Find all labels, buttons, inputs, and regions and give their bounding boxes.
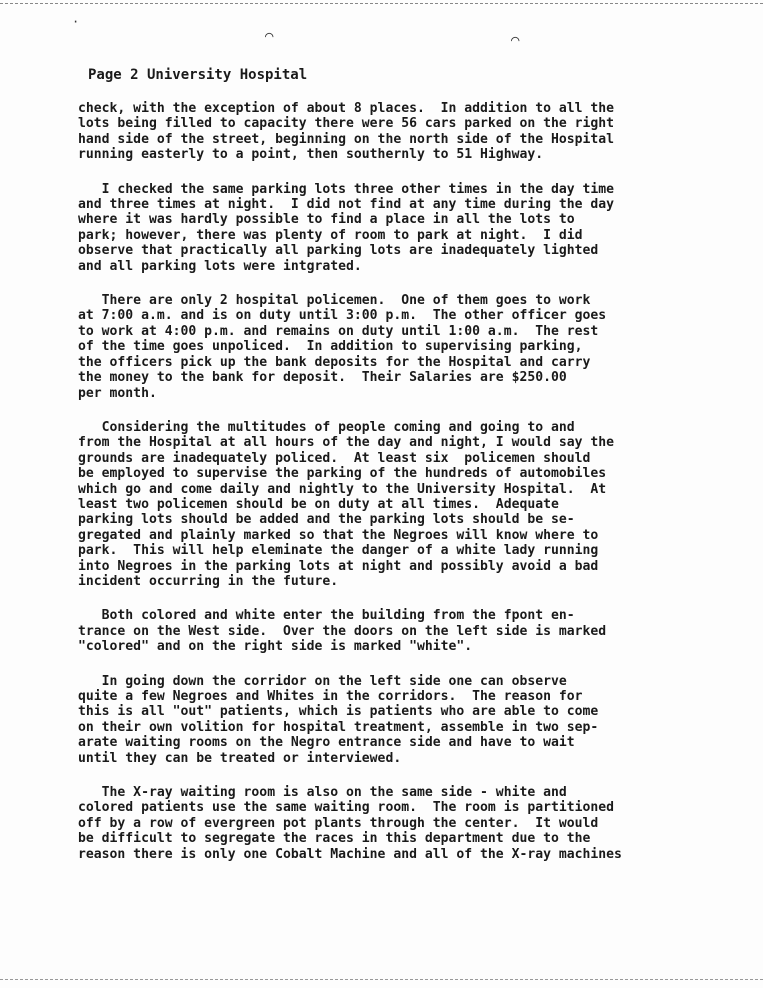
text-line: per month. <box>78 385 157 401</box>
paragraph <box>78 293 710 401</box>
text-line: running easterly to a point, then southernly to 51 Highway. <box>78 147 544 163</box>
scan-speck: ⌒ <box>265 28 274 44</box>
text-line: colored patients use the same waiting room. The room is partitioned <box>78 800 615 816</box>
text-line: which go and come daily and nightly to the University Hospital. At <box>78 481 607 497</box>
text-line: the money to the bank for deposit. Their Salaries are $250.00 <box>78 370 567 386</box>
text-line: In going down the corridor on the left side one can observe <box>78 673 567 689</box>
text-line: on their own volition for hospital treatment, assemble in two sep- <box>78 719 599 735</box>
paragraph <box>78 101 710 163</box>
text-line: from the Hospital at all hours of the day and night, I would say the <box>78 435 615 451</box>
text-line: incident occurring in the future. <box>78 573 339 589</box>
text-line: reason there is only one Cobalt Machine and all of the X-ray machines <box>78 846 622 862</box>
paragraph <box>78 674 710 766</box>
text-line: into Negroes in the parking lots at night and possibly avoid a bad <box>78 558 599 574</box>
text-line: "colored" and on the right side is marked "white". <box>78 639 473 655</box>
text-line: be difficult to segregate the races in this department due to the <box>78 831 591 847</box>
text-line: park; however, there was plenty of room to park at night. I did <box>78 227 583 243</box>
paragraph <box>78 420 710 589</box>
text-line: observe that practically all parking lots are inadequately lighted <box>78 243 599 259</box>
text-line: until they can be treated or interviewed. <box>78 750 402 766</box>
text-line: and three times at night. I did not find at any time during the day <box>78 197 615 213</box>
scan-speck: ⌒ <box>511 32 520 48</box>
bottom-edge-rule <box>0 979 763 980</box>
text-line: and all parking lots were intgrated. <box>78 258 362 274</box>
text-line: gregated and plainly marked so that the Negroes will know where to <box>78 527 599 543</box>
text-line: arate waiting rooms on the Negro entrance side and have to wait <box>78 735 575 751</box>
top-edge-rule <box>0 3 763 4</box>
text-line: The X-ray waiting room is also on the same side - white and <box>78 785 567 801</box>
paragraph <box>78 608 710 654</box>
paragraph <box>78 785 710 862</box>
text-line: There are only 2 hospital policemen. One of them goes to work <box>78 293 591 309</box>
text-line: hand side of the street, beginning on the north side of the Hospital <box>78 131 615 147</box>
text-line: parking lots should be added and the parking lots should be se- <box>78 512 575 528</box>
text-line: check, with the exception of about 8 places. In addition to all the <box>78 101 615 116</box>
page-header: Page 2 University Hospital <box>88 67 308 83</box>
text-line: off by a row of evergreen pot plants through the center. It would <box>78 815 599 831</box>
text-line: quite a few Negroes and Whites in the corridors. The reason for <box>78 689 583 704</box>
document-body <box>78 101 710 881</box>
text-line: I checked the same parking lots three other times in the day time <box>78 181 615 197</box>
text-line: the officers pick up the bank deposits for the Hospital and carry <box>78 354 591 370</box>
text-line: Considering the multitudes of people coming and going to and <box>78 419 575 435</box>
text-line: trance on the West side. Over the doors on the left side is marked <box>78 623 607 639</box>
text-line: grounds are inadequately policed. At least six policemen should <box>78 450 591 466</box>
text-line: Both colored and white enter the building from the fpont en- <box>78 608 575 624</box>
text-line: of the time goes unpoliced. In addition to supervising parking, <box>78 339 583 355</box>
text-line: park. This will help eleminate the danger of a white lady running <box>78 543 599 559</box>
scan-speck: · <box>72 15 80 29</box>
text-line: where it was hardly possible to find a place in all the lots to <box>78 212 575 228</box>
text-line: to work at 4:00 p.m. and remains on duty until 1:00 a.m. The rest <box>78 323 599 339</box>
paragraph <box>78 182 710 274</box>
text-line: this is all "out" patients, which is patients who are able to come <box>78 704 599 720</box>
text-line: lots being filled to capacity there were 56 cars parked on the right <box>78 116 615 132</box>
text-line: be employed to supervise the parking of the hundreds of automobiles <box>78 466 607 482</box>
text-line: at 7:00 a.m. and is on duty until 3:00 p.m. The other officer goes <box>78 308 607 324</box>
text-line: least two policemen should be on duty at all times. Adequate <box>78 496 559 512</box>
